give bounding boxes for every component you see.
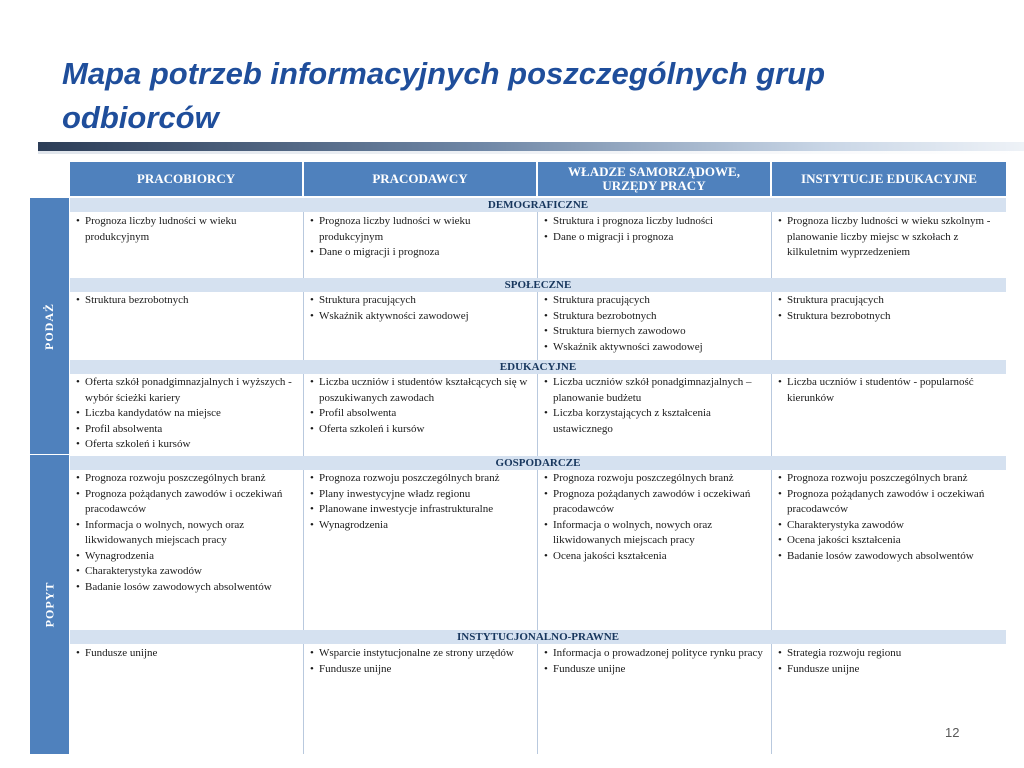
list-item: • Oferta szkoleń i kursów <box>309 422 531 438</box>
cell-spoleczne-pracobiorcy <box>75 293 297 309</box>
list-item: • Liczba kandydatów na miejsce <box>75 406 297 422</box>
column-header-instytucje-edukacyjne: INSTYTUCJE EDUKACYJNE <box>772 162 1006 196</box>
list-item: • Badanie losów zawodowych absolwentów <box>777 549 1001 565</box>
list-item: • Dane o migracji i prognoza <box>543 230 765 246</box>
list-item: • Struktura bezrobotnych <box>75 293 297 309</box>
list-item: • Profil absolwenta <box>75 422 297 438</box>
list-item: • Wynagrodzenia <box>309 518 531 534</box>
cell-spoleczne-instytucje <box>777 293 1001 324</box>
list-item: • Wskaźnik aktywności zawodowej <box>309 309 531 325</box>
cell-demograficzne-wladze <box>543 214 765 245</box>
category-spoleczne: SPOŁECZNE <box>70 278 1006 292</box>
side-label-text: PODAŻ <box>42 302 56 350</box>
list-item: • Fundusze unijne <box>543 662 765 678</box>
list-item: • Charakterystyka zawodów <box>777 518 1001 534</box>
cell-gospodarcze-wladze <box>543 471 765 564</box>
list-item: • Prognoza pożądanych zawodów i oczekiwań pracodawców <box>75 487 297 518</box>
page-number: 12 <box>945 725 960 740</box>
list-item: • Fundusze unijne <box>75 646 297 662</box>
list-item: • Charakterystyka zawodów <box>75 564 297 580</box>
list-item: • Struktura pracujących <box>777 293 1001 309</box>
list-item: • Prognoza rozwoju poszczególnych branż <box>777 471 1001 487</box>
list-item: • Prognoza liczby ludności w wieku produkcyjnym <box>75 214 297 245</box>
list-item: • Badanie losów zawodowych absolwentów <box>75 580 297 596</box>
cell-instytucjonalne-pracodawcy <box>309 646 531 677</box>
list-item: • Struktura pracujących <box>543 293 765 309</box>
category-instytucjonalno-prawne: INSTYTUCJONALNO-PRAWNE <box>70 630 1006 644</box>
list-item: • Struktura bezrobotnych <box>777 309 1001 325</box>
category-gospodarcze: GOSPODARCZE <box>70 456 1006 470</box>
list-item: • Prognoza pożądanych zawodów i oczekiwań pracodawców <box>777 487 1001 518</box>
list-item: • Struktura pracujących <box>309 293 531 309</box>
cell-edukacyjne-pracobiorcy <box>75 375 297 453</box>
cell-demograficzne-pracodawcy <box>309 214 531 261</box>
list-item: • Liczba korzystających z kształcenia ustawicznego <box>543 406 765 437</box>
category-edukacyjne: EDUKACYJNE <box>70 360 1006 374</box>
column-header-wladze-samorzadowe: WŁADZE SAMORZĄDOWE, URZĘDY PRACY <box>538 162 770 196</box>
list-item: • Prognoza liczby ludności w wieku produkcyjnym <box>309 214 531 245</box>
list-item: • Ocena jakości kształcenia <box>777 533 1001 549</box>
list-item: • Profil absolwenta <box>309 406 531 422</box>
cell-demograficzne-pracobiorcy <box>75 214 297 245</box>
cell-demograficzne-instytucje <box>777 214 1001 261</box>
title-underline-shadow <box>38 151 1024 154</box>
list-item: • Oferta szkół ponadgimnazjalnych i wyższych - wybór ścieżki kariery <box>75 375 297 406</box>
list-item: • Fundusze unijne <box>777 662 1001 678</box>
list-item: • Prognoza rozwoju poszczególnych branż <box>309 471 531 487</box>
list-item: • Prognoza rozwoju poszczególnych branż <box>75 471 297 487</box>
list-item: • Planowane inwestycje infrastrukturalne <box>309 502 531 518</box>
cell-gospodarcze-pracodawcy <box>309 471 531 533</box>
title-underline-bar <box>38 142 1024 151</box>
list-item: • Struktura bezrobotnych <box>543 309 765 325</box>
list-item: • Liczba uczniów i studentów - popularność kierunków <box>777 375 1001 406</box>
list-item: • Oferta szkoleń i kursów <box>75 437 297 453</box>
side-label-podaz <box>30 198 69 454</box>
cell-instytucjonalne-pracobiorcy <box>75 646 297 662</box>
category-demograficzne: DEMOGRAFICZNE <box>70 198 1006 212</box>
list-item: • Liczba uczniów i studentów kształcących się w poszukiwanych zawodach <box>309 375 531 406</box>
column-header-pracobiorcy: PRACOBIORCY <box>70 162 302 196</box>
cell-gospodarcze-instytucje <box>777 471 1001 564</box>
list-item: • Fundusze unijne <box>309 662 531 678</box>
slide-title: Mapa potrzeb informacyjnych poszczególnych grup odbiorców <box>62 56 826 135</box>
cell-spoleczne-wladze <box>543 293 765 355</box>
list-item: • Prognoza liczby ludności w wieku szkolnym - planowanie liczby miejsc w szkołach z kilkuletnim wyprzedzeniem <box>777 214 1001 261</box>
list-item: • Ocena jakości kształcenia <box>543 549 765 565</box>
header-corner <box>30 162 69 196</box>
cell-gospodarcze-pracobiorcy <box>75 471 297 595</box>
cell-spoleczne-pracodawcy <box>309 293 531 324</box>
cell-edukacyjne-pracodawcy <box>309 375 531 437</box>
list-item: • Prognoza rozwoju poszczególnych branż <box>543 471 765 487</box>
list-item: • Prognoza pożądanych zawodów i oczekiwań pracodawców <box>543 487 765 518</box>
side-label-popyt <box>30 455 69 754</box>
list-item: • Liczba uczniów szkół ponadgimnazjalnych – planowanie budżetu <box>543 375 765 406</box>
list-item: • Informacja o wolnych, nowych oraz likwidowanych miejscach pracy <box>75 518 297 549</box>
list-item: • Dane o migracji i prognoza <box>309 245 531 261</box>
list-item: • Struktura biernych zawodowo <box>543 324 765 340</box>
list-item: • Informacja o wolnych, nowych oraz likwidowanych miejscach pracy <box>543 518 765 549</box>
list-item: • Wskaźnik aktywności zawodowej <box>543 340 765 356</box>
cell-instytucjonalne-instytucje <box>777 646 1001 677</box>
cell-instytucjonalne-wladze <box>543 646 765 677</box>
cell-edukacyjne-wladze <box>543 375 765 437</box>
column-header-pracodawcy: PRACODAWCY <box>304 162 536 196</box>
list-item: • Strategia rozwoju regionu <box>777 646 1001 662</box>
cell-edukacyjne-instytucje <box>777 375 1001 406</box>
list-item: • Wynagrodzenia <box>75 549 297 565</box>
list-item: • Struktura i prognoza liczby ludności <box>543 214 765 230</box>
list-item: • Wsparcie instytucjonalne ze strony urzędów <box>309 646 531 662</box>
list-item: • Plany inwestycyjne władz regionu <box>309 487 531 503</box>
list-item: • Informacja o prowadzonej polityce rynku pracy <box>543 646 765 662</box>
side-label-text: POPYT <box>42 581 57 628</box>
